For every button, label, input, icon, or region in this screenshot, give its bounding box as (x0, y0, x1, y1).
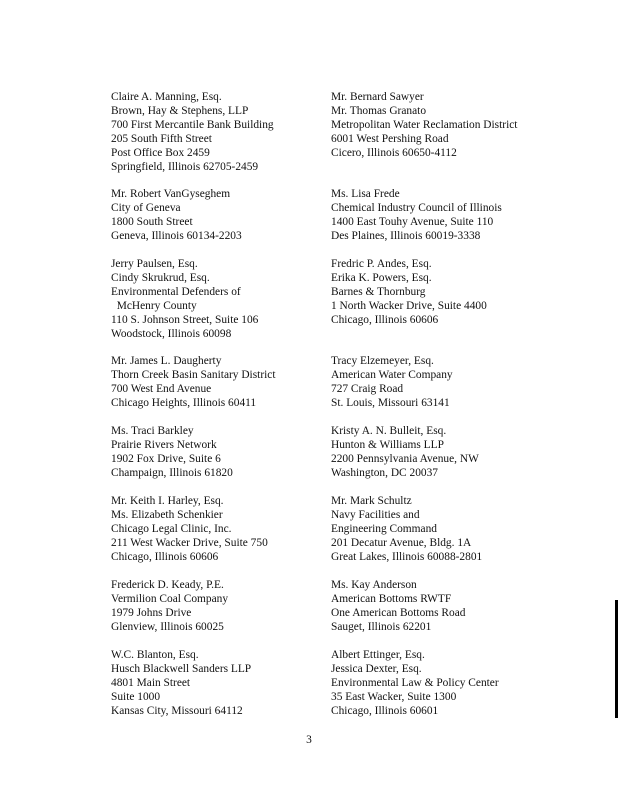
address-line: 201 Decatur Avenue, Bldg. 1A (331, 537, 472, 550)
address-line: Woodstock, Illinois 60098 (111, 328, 232, 341)
address-line: 4801 Main Street (111, 677, 191, 690)
address-block (111, 187, 242, 243)
address-line: Chicago, Illinois 60606 (111, 551, 219, 564)
address-block (331, 187, 502, 243)
address-line: Barnes & Thornburg (331, 286, 426, 299)
address-line: Husch Blackwell Sanders LLP (111, 663, 252, 676)
address-line: Thorn Creek Basin Sanitary District (111, 369, 276, 382)
address-line: W.C. Blanton, Esq. (111, 649, 199, 661)
address-line: Ms. Traci Barkley (111, 425, 194, 437)
address-line: Prairie Rivers Network (111, 439, 217, 452)
address-line: Kristy A. N. Bulleit, Esq. (331, 425, 447, 437)
address-block (331, 257, 487, 327)
address-line: American Water Company (331, 369, 453, 382)
address-line: Mr. Bernard Sawyer (331, 91, 424, 103)
address-line: 1902 Fox Drive, Suite 6 (111, 453, 221, 466)
address-line: St. Louis, Missouri 63141 (331, 397, 450, 410)
address-line: Jessica Dexter, Esq. (331, 663, 422, 676)
address-line: Mr. Thomas Granato (331, 105, 427, 118)
address-line: 1979 Johns Drive (111, 607, 192, 620)
address-block (111, 354, 276, 410)
address-line: Springfield, Illinois 62705-2459 (111, 161, 259, 174)
address-line: Engineering Command (331, 523, 437, 536)
address-line: Chicago, Illinois 60606 (331, 314, 439, 327)
address-line: 2200 Pennsylvania Avenue, NW (331, 453, 479, 466)
address-line: Cicero, Illinois 60650-4112 (331, 147, 457, 160)
address-line: One American Bottoms Road (331, 607, 466, 620)
address-block (111, 494, 268, 564)
address-line: Des Plaines, Illinois 60019-3338 (331, 230, 481, 243)
address-line: Metropolitan Water Reclamation District (331, 119, 518, 132)
address-line: Vermilion Coal Company (111, 593, 229, 606)
address-line: Albert Ettinger, Esq. (331, 649, 425, 661)
address-line: 211 West Wacker Drive, Suite 750 (111, 537, 268, 550)
address-line: Brown, Hay & Stephens, LLP (111, 105, 249, 118)
address-line: American Bottoms RWTF (331, 593, 452, 606)
address-line: 700 First Mercantile Bank Building (111, 119, 274, 132)
address-line: Kansas City, Missouri 64112 (111, 705, 243, 718)
address-line: Chemical Industry Council of Illinois (331, 202, 502, 215)
address-line: McHenry County (111, 300, 197, 313)
address-block (111, 424, 233, 480)
address-line: Ms. Elizabeth Schenkier (111, 509, 223, 522)
address-line: 35 East Wacker, Suite 1300 (331, 691, 457, 704)
address-line: Ms. Kay Anderson (331, 579, 417, 591)
address-line: Chicago, Illinois 60601 (331, 705, 439, 718)
address-line: Sauget, Illinois 62201 (331, 621, 432, 634)
address-line: Chicago Heights, Illinois 60411 (111, 397, 257, 410)
address-line: 1800 South Street (111, 216, 193, 229)
address-line: Champaign, Illinois 61820 (111, 467, 233, 480)
address-line: Environmental Law & Policy Center (331, 677, 499, 690)
address-line: Navy Facilities and (331, 509, 420, 522)
address-line: 1 North Wacker Drive, Suite 4400 (331, 300, 487, 313)
address-line: 727 Craig Road (331, 383, 404, 396)
address-line: Mr. James L. Daugherty (111, 355, 222, 367)
address-line: 110 S. Johnson Street, Suite 106 (111, 314, 259, 327)
address-block (331, 90, 517, 160)
address-line: Mr. Mark Schultz (331, 495, 412, 507)
page-number: 3 (306, 734, 312, 746)
address-block (111, 257, 258, 342)
address-line: 205 South Fifth Street (111, 133, 212, 146)
address-block (111, 90, 274, 175)
address-block (111, 648, 251, 718)
address-line: Geneva, Illinois 60134-2203 (111, 230, 242, 243)
address-block (331, 648, 499, 718)
address-line: Chicago Legal Clinic, Inc. (111, 523, 232, 536)
address-line: Cindy Skrukrud, Esq. (111, 272, 210, 285)
address-block (111, 578, 228, 634)
address-line: Glenview, Illinois 60025 (111, 621, 224, 634)
address-line: Claire A. Manning, Esq. (111, 91, 222, 103)
address-line: Mr. Keith I. Harley, Esq. (111, 495, 224, 507)
address-line: 1400 East Touhy Avenue, Suite 110 (331, 216, 494, 229)
address-line: Suite 1000 (111, 691, 161, 704)
address-line: Washington, DC 20037 (331, 467, 438, 480)
address-block (331, 354, 453, 410)
address-line: Great Lakes, Illinois 60088-2801 (331, 551, 483, 564)
address-line: Fredric P. Andes, Esq. (331, 258, 432, 270)
address-line: City of Geneva (111, 202, 181, 215)
address-line: Ms. Lisa Frede (331, 188, 400, 200)
address-line: Environmental Defenders of (111, 286, 241, 299)
address-block (331, 578, 465, 634)
address-line: Erika K. Powers, Esq. (331, 272, 432, 285)
address-line: Hunton & Williams LLP (331, 439, 444, 452)
address-line: Mr. Robert VanGyseghem (111, 188, 231, 200)
address-block (331, 494, 482, 564)
address-line: Jerry Paulsen, Esq. (111, 258, 198, 270)
address-line: 6001 West Pershing Road (331, 133, 449, 146)
address-block (331, 424, 479, 480)
address-line: Post Office Box 2459 (111, 147, 210, 160)
address-line: Tracy Elzemeyer, Esq. (331, 355, 434, 367)
address-line: Frederick D. Keady, P.E. (111, 579, 224, 591)
address-line: 700 West End Avenue (111, 383, 212, 396)
